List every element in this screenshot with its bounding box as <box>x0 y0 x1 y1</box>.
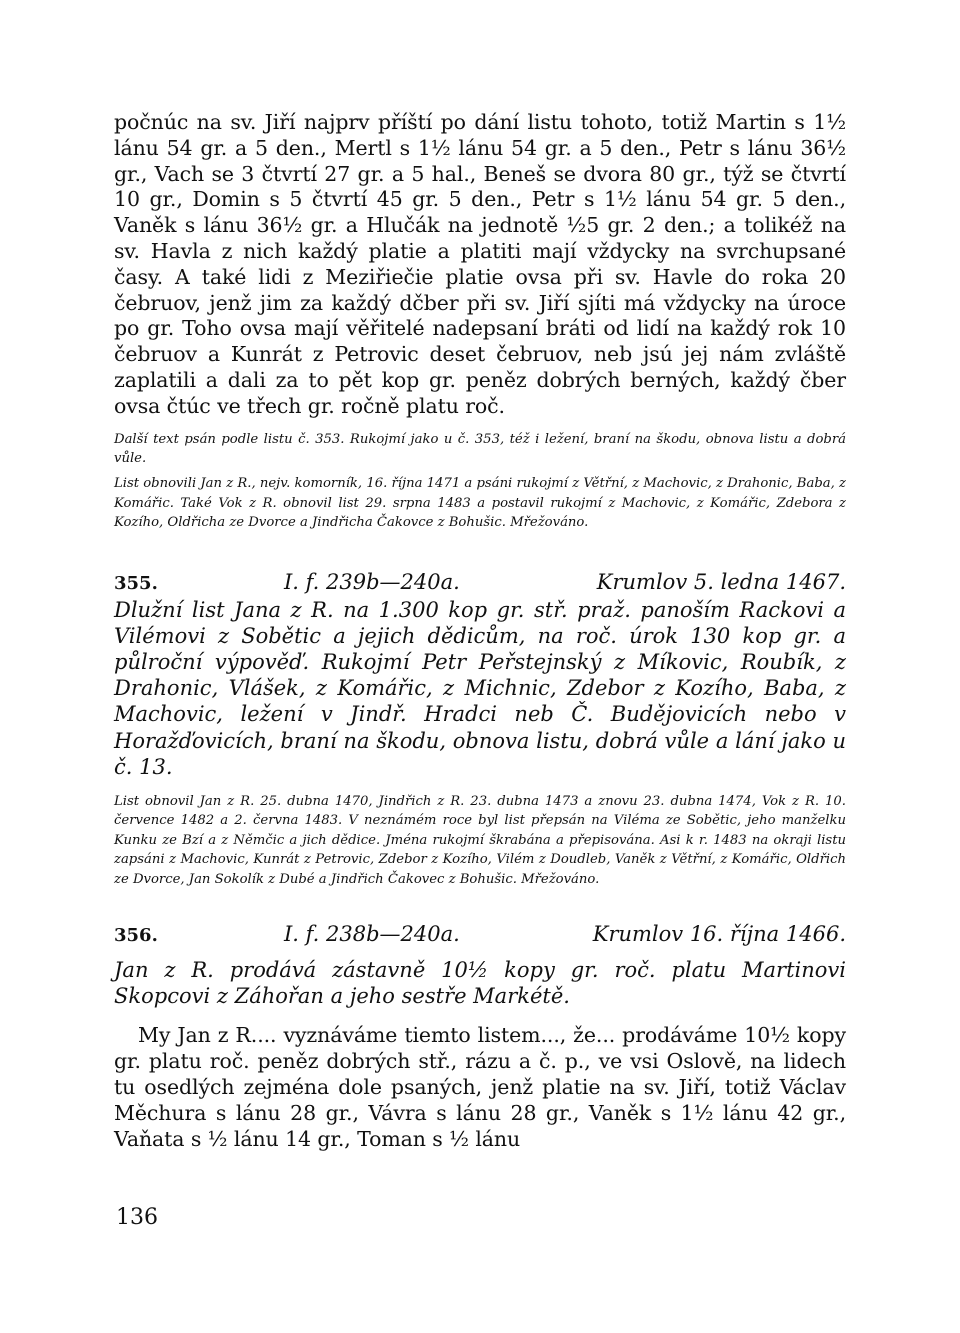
document-page <box>114 110 846 1152</box>
entry-heading <box>114 921 846 949</box>
editorial-note: Další text psán podle listu č. 353. Rukojmí jako u č. 353, též i ležení, braní na škodu, obnova listu a dobrá vůle. <box>114 431 846 466</box>
body-paragraph: My Jan z R.... vyznáváme tiemto listem..., že... prodáváme 10½ kopy gr. platu roč. peněz dobrých stř., rázu a č. p., ve vsi Oslově, na lidech tu osedlých zejména dole psaných, jenž platie na sv. Jiří, totiž Václav Měchura s lánu 28 gr., Vávra s lánu 28 gr., Vaněk s 1½ lánu 42 gr., Vaňata s ½ lánu 14 gr., Toman s ½ lánu <box>114 1023 846 1151</box>
folio-reference: I. f. 238b—240a. <box>284 922 460 947</box>
entry-number: 355. <box>114 572 158 594</box>
entry-heading <box>114 569 846 597</box>
page-number: 136 <box>116 1205 158 1230</box>
folio-reference: I. f. 239b—240a. <box>284 569 460 594</box>
body-paragraph: počnúc na sv. Jiří najprv příští po dání listu tohoto, totiž Martin s 1½ lánu 54 gr. a 5 den., Mertl s 1½ lánu 54 gr. a 5 den., Petr s lánu 36½ gr., Vach se 3 čtvrtí 27 gr. a 5 hal., Beneš se dvora 80 gr., týž se čtvrtí 10 gr., Domin s 5 čtvrtí 45 gr. 5 den., Petr s 1½ lánu 54 gr. 5 den., Vaněk s lánu 36½ gr. a Hlučák na jednotě ½5 gr. 2 den.; a tolikéž na sv. Havla z nich každý platie a platiti mají vždycky na svrchupsané časy. A také lidi z Meziřiečie platie ovsa při sv. Havle do roka 20 čebruov, jenž jim za každý dčber při sv. Jiří sjíti má vždycky na úroce po gr. Toho ovsa mají věřitelé nadepsaní bráti od lidí na každý rok 10 čebruov a Kunrát z Petrovic deset čebruov, neb jsú jej nám zvláště zaplatili a dali za to pět kop gr. peněz dobrých berných, každý čber ovsa čtúc ve třech gr. ročně platu roč. <box>114 110 846 418</box>
editorial-note: List obnovil Jan z R. 25. dubna 1470, Jindřich z R. 23. dubna 1473 a znovu 23. dubna 1474, Vok z R. 10. července 1482 a 2. června 1483. V neznámém roce byl list přepsán na Viléma ze Sobětic, jeho manželku Kunku ze Bzí a z Němčic a jich dědice. Jména rukojmí škrabána a přepisována. Asi k r. 1483 na okraji listu zapsáni z Machovic, Kunrát z Petrovic, Zdebor z Kozího, Vilém z Doudleb, Vaněk z Větřní, z Komářic, Oldřich ze Dvorce, Jan Sokolík z Dubé a Jindřich Čakovec z Bohušic. Mřežováno. <box>114 794 846 887</box>
editorial-note: List obnovili Jan z R., nejv. komorník, 16. října 1471 a psáni rukojmí z Větřní, z Machovic, z Drahonic, Baba, z Komářic. Také Vok z R. obnovil list 29. srpna 1483 a postavil rukojmí z Machovic, z Komářic, Zdebora z Kozího, Oldřicha ze Dvorce a Jindřicha Čakovce z Bohušic. Mřežováno. <box>114 476 846 531</box>
entry-regest: Dlužní list Jana z R. na 1.300 kop gr. stř. praž. panoším Rackovi a Vilémovi z Sobětic a jejich dědicům, na roč. úrok 130 kop gr. a půlroční výpověď. Rukojmí Petr Peřstejnský z Míkovic, Roubík, z Drahonic, Vlášek, z Komářic, z Michnic, Zdebor z Kozího, Baba, z Machovic, ležení v Jindř. Hradci neb Č. Budějovicích nebo v Horažďovicích, braní na škodu, obnova listu, dobrá vůle a lání jako u č. 13. <box>114 597 846 779</box>
entry-number: 356. <box>114 925 158 947</box>
entry-date: Krumlov 5. ledna 1467. <box>596 569 846 594</box>
entry-date: Krumlov 16. října 1466. <box>592 922 846 947</box>
entry-regest: Jan z R. prodává zástavně 10½ kopy gr. roč. platu Martinovi Skopcovi z Záhořan a jeho sestře Markétě. <box>114 958 846 1009</box>
